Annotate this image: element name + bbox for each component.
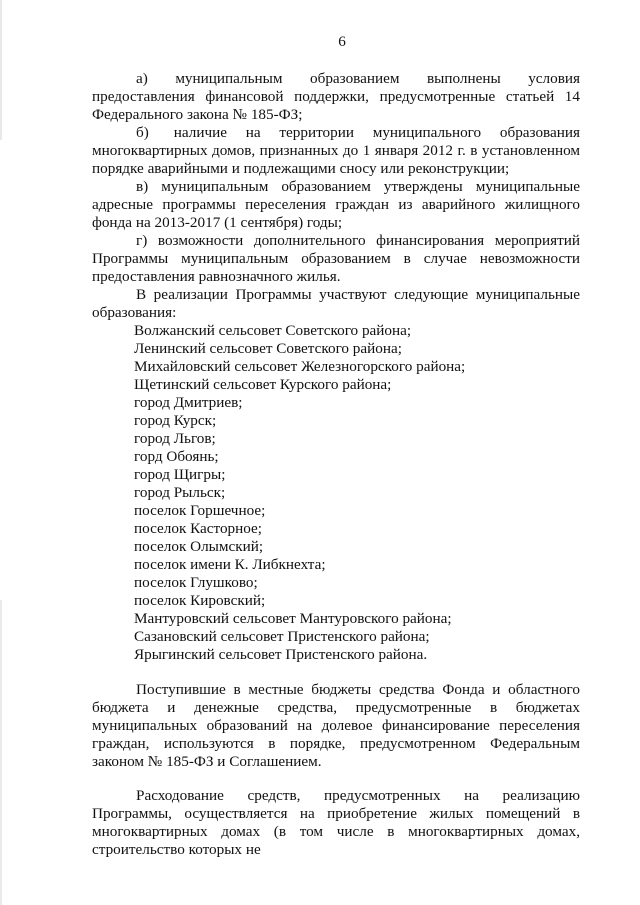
list-item: Ленинский сельсовет Советского района; [134, 340, 402, 357]
list-item: поселок Олымский; [134, 538, 264, 555]
participants-list [92, 322, 580, 664]
list-item: Мантуровский сельсовет Мантуровского района; [134, 610, 452, 627]
list-item: поселок имени К. Либкнехта; [134, 556, 326, 573]
list-item: город Льгов; [134, 430, 216, 447]
list-item: Михайловский сельсовет Железногорского района; [134, 358, 466, 375]
list-item: Щетинский сельсовет Курского района; [134, 376, 392, 393]
scan-edge [0, 0, 2, 905]
condition-c: в) муниципальным образованием утверждены муниципальные адресные программы переселения граждан из аварийного жилищного фонда на 2013-2017 (1 сентября) годы; [92, 178, 580, 231]
condition-b: б) наличие на территории муниципального образования многоквартирных домов, признанных до 1 января 2012 г. в установленном порядке аварийными и подлежащими сносу или реконструкции; [92, 124, 580, 177]
condition-a: а) муниципальным образованием выполнены условия предоставления финансовой поддержки, предусмотренные статьей 14 Федерального закона № 185-ФЗ; [92, 70, 580, 123]
page-number: 6 [338, 33, 346, 50]
condition-d: г) возможности дополнительного финансирования мероприятий Программы муниципальным образованием в случае невозможности предоставления равнозначного жилья. [92, 232, 580, 285]
list-item: поселок Горшечное; [134, 502, 266, 519]
list-item: Ярыгинский сельсовет Пристенского района. [134, 646, 428, 663]
list-item: город Курск; [134, 412, 217, 429]
funds-paragraph: Поступившие в местные бюджеты средства Фонда и областного бюджета и денежные средства, предусмотренные в бюджетах муниципальных образований на долевое финансирование переселения граждан, используются в порядке, предусмотренном Федеральным законом № 185-ФЗ и Соглашением. [92, 681, 580, 770]
spending-paragraph: Расходование средств, предусмотренных на реализацию Программы, осуществляется на приобретение жилых помещений в многоквартирных домах (в том числе в многоквартирных домах, строительство которых не [92, 787, 580, 858]
page-body [92, 70, 580, 859]
list-item: Волжанский сельсовет Советского района; [134, 322, 412, 339]
list-item: город Дмитриев; [134, 394, 243, 411]
participants-intro: В реализации Программы участвуют следующие муниципальные образования: [92, 286, 580, 321]
list-item: город Щигры; [134, 466, 226, 483]
spacer [92, 664, 580, 681]
list-item: горд Обоянь; [134, 448, 219, 465]
list-item: поселок Глушково; [134, 574, 258, 591]
list-item: поселок Кировский; [134, 592, 266, 609]
list-item: поселок Касторное; [134, 520, 263, 537]
list-item: Сазановский сельсовет Пристенского района; [134, 628, 430, 645]
list-item: город Рыльск; [134, 484, 226, 501]
spacer [92, 771, 580, 787]
